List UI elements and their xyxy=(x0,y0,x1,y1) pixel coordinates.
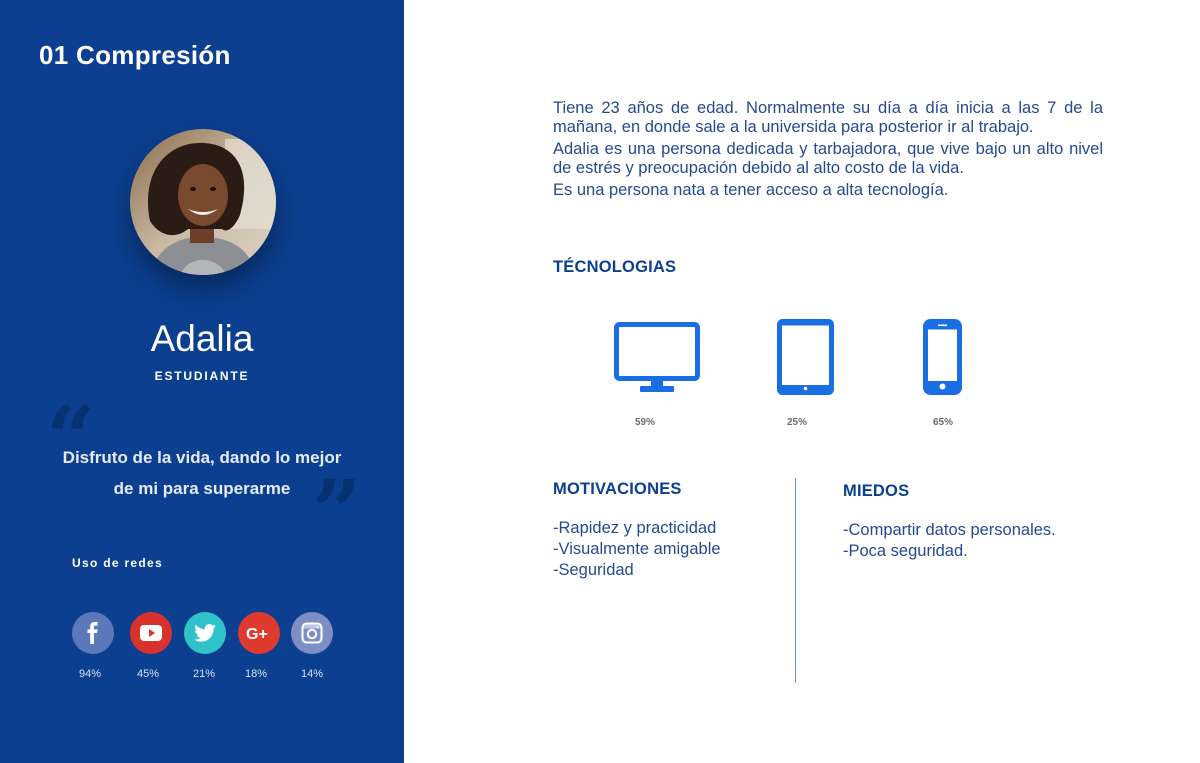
fears-heading: MIEDOS xyxy=(843,482,910,500)
motivations-list xyxy=(553,518,721,581)
desktop-usage-percent: 59% xyxy=(634,417,655,428)
bio-paragraph: Es una persona nata a tener acceso a alta tecnología. xyxy=(553,181,949,199)
youtube-icon xyxy=(130,612,172,654)
quote-line-2: de mi para superarme xyxy=(113,479,291,498)
tablet-usage-percent: 25% xyxy=(786,417,807,428)
desktop-monitor-icon xyxy=(614,322,700,399)
list-item: -Compartir datos personales. xyxy=(843,521,1056,539)
quote-close-icon: ” xyxy=(312,462,362,563)
quote-line-1: Disfruto de la vida, dando lo mejor xyxy=(62,448,342,467)
google-plus-icon xyxy=(238,612,280,654)
social-usage-label: Uso de redes xyxy=(72,556,163,570)
facebook-icon xyxy=(72,612,114,654)
persona-name: Adalia xyxy=(150,318,254,359)
section-title: 01 Compresión xyxy=(39,40,231,70)
twitter-icon xyxy=(184,612,226,654)
persona-details xyxy=(404,0,1200,763)
motivations-heading: MOTIVACIONES xyxy=(553,480,682,498)
svg-text:G+: G+ xyxy=(246,626,268,641)
list-item: -Visualmente amigable xyxy=(553,540,721,558)
persona-role: ESTUDIANTE xyxy=(154,369,250,383)
smartphone-usage-percent: 65% xyxy=(932,417,953,428)
avatar xyxy=(130,129,276,275)
instagram-usage-percent: 14% xyxy=(300,668,324,680)
list-item: -Poca seguridad. xyxy=(843,542,968,560)
persona-sidebar xyxy=(0,0,404,763)
facebook-usage-percent: 94% xyxy=(78,668,102,680)
smartphone-icon xyxy=(923,319,962,400)
instagram-icon xyxy=(291,612,333,654)
twitter-usage-percent: 21% xyxy=(192,668,216,680)
fears-list xyxy=(843,520,1056,562)
bio-paragraph: Adalia es una persona dedicada y tarbajadora, que vive bajo un alto nivel de estrés y preocupación debido al alto costo de la vida. xyxy=(553,140,1103,177)
bio-paragraph: Tiene 23 años de edad. Normalmente su día a día inicia a las 7 de la mañana, en donde sale a la universida para posterior ir al trabajo. xyxy=(553,99,1103,136)
persona-bio xyxy=(553,99,1103,200)
youtube-usage-percent: 45% xyxy=(136,668,160,680)
technologies-heading: TÉCNOLOGIAS xyxy=(553,258,677,276)
list-item: -Seguridad xyxy=(553,561,634,579)
quote-open-icon: “ xyxy=(46,388,96,489)
google-plus-usage-percent: 18% xyxy=(244,668,268,680)
tablet-icon xyxy=(777,319,834,400)
list-item: -Rapidez y practicidad xyxy=(553,519,717,537)
column-divider xyxy=(795,478,796,683)
